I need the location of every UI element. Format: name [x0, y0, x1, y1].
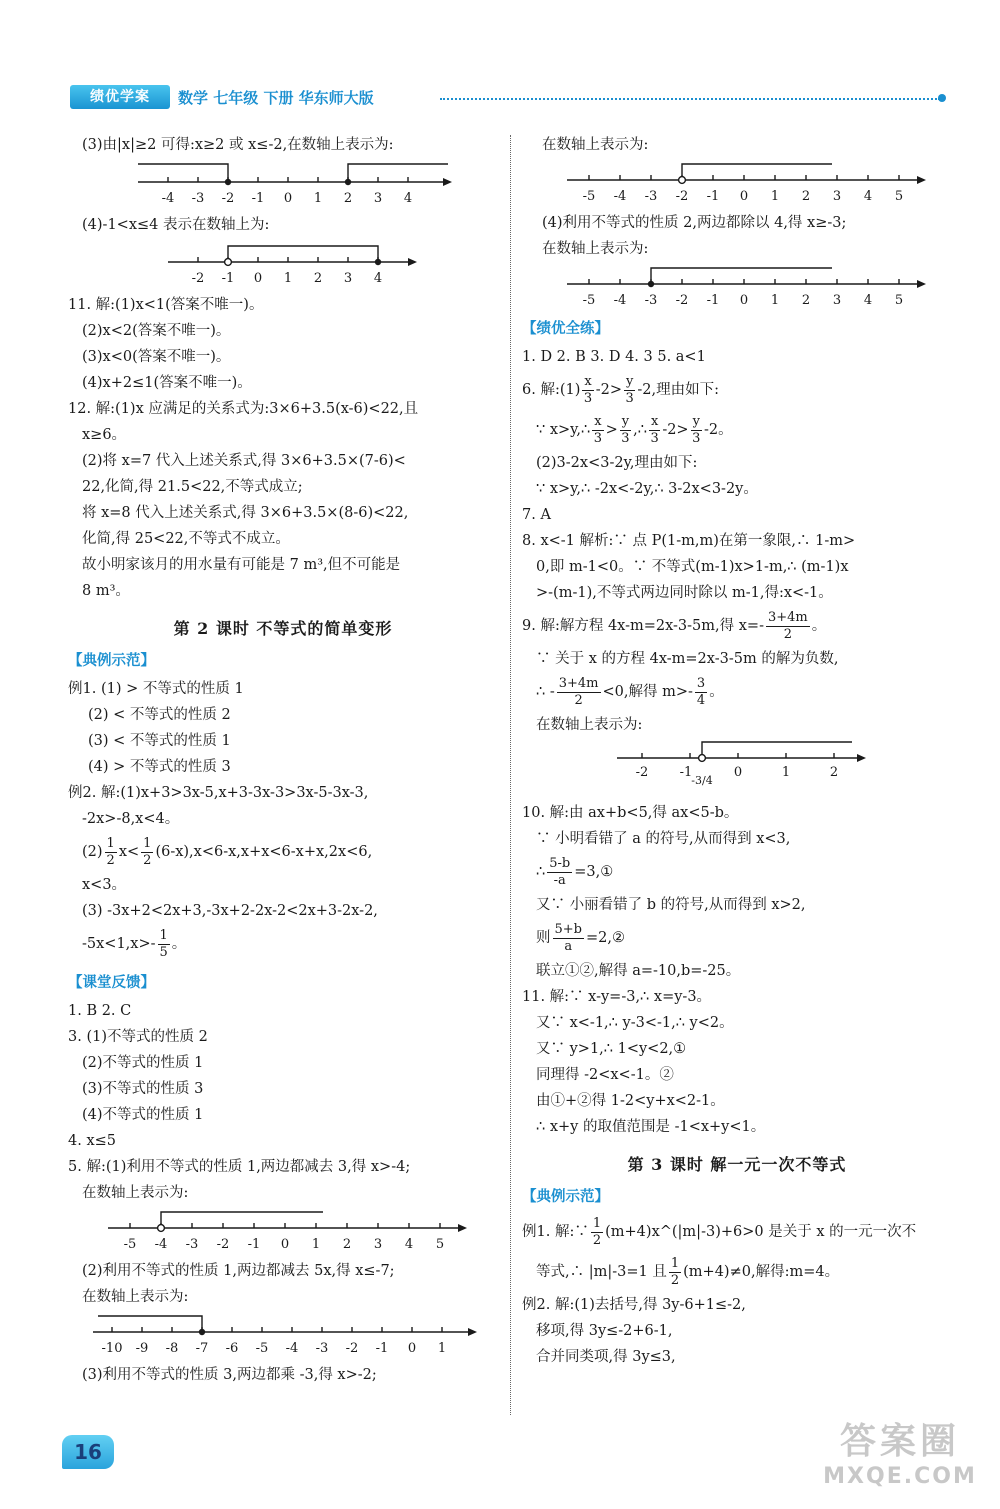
range: [228, 246, 378, 262]
tick-label: -1: [375, 1341, 389, 1356]
q5-part4: (4)利用不等式的性质 2,两边都除以 4,得 x≥-3;: [542, 215, 847, 231]
number-line-a: [68, 160, 498, 208]
watermark-url: MXQE.COM: [823, 1464, 977, 1489]
tick-label: -7: [195, 1341, 209, 1356]
tick-label: -4: [154, 1237, 168, 1252]
brand-badge: 绩优学案: [70, 85, 170, 109]
tick-label: -5: [123, 1237, 137, 1252]
number-line-f: [522, 264, 952, 310]
tick-label: -3: [191, 191, 205, 206]
fraction: $\frac{y}{3}$: [692, 413, 701, 446]
q11-line: 又∵ y>1,∴ 1<y<2,①: [536, 1041, 687, 1057]
tick-label: -6: [225, 1341, 239, 1356]
tick-label: -2: [345, 1341, 359, 1356]
tick-label: -1: [221, 271, 235, 286]
q8-line: 0,即 m-1<0。∵ 不等式(m-1)x>1-m,∴ (m-1)x: [536, 559, 849, 575]
tick-label: 0: [733, 765, 743, 780]
open-dot: [158, 1225, 165, 1232]
q10-part3: ∴ $\frac{5-b}{-a}$ =3,①: [536, 855, 614, 888]
tick-label: -10: [101, 1341, 123, 1356]
tick-label: -2: [221, 191, 235, 206]
tick-label: 2: [801, 189, 811, 204]
q9-part1: 9. 解:解方程 4x-m=2x-3-5m,得 x=- $\frac{3+4m}{2}$ 。: [522, 609, 827, 642]
tick-label: -4: [613, 293, 627, 308]
lesson-2-title: 第 2 课时 不等式的简单变形: [173, 619, 393, 638]
tick-label: -4: [613, 189, 627, 204]
axis-arrow: [443, 178, 452, 186]
q10-line: 联立①②,解得 a=-10,b=-25。: [536, 963, 741, 979]
kt-line: (3)不等式的性质 3: [82, 1081, 204, 1097]
tick-label: 2: [343, 191, 353, 206]
number-line-e: [522, 160, 952, 206]
fraction: $\frac{1}{2}$: [592, 1215, 602, 1248]
tick-label: -1: [706, 293, 720, 308]
answers-1-5: 1. D 2. B 3. D 4. 3 5. a<1: [522, 349, 706, 365]
range: [98, 1316, 202, 1332]
open-dot: [679, 177, 686, 184]
range: [682, 164, 832, 180]
fraction: $\frac{5+b}{a}$: [554, 921, 582, 954]
range-right: [348, 164, 448, 182]
page-number: 16: [62, 1435, 114, 1469]
q5-line: (2)利用不等式的性质 1,两边都减去 5x,得 x≤-7;: [82, 1263, 395, 1279]
range-left: [138, 164, 228, 182]
number-line-d: [68, 1312, 498, 1358]
q11-line: 同理得 -2<x<-1。②: [536, 1067, 674, 1083]
ex2-line: 例2. 解:(1)去括号,得 3y-6+1≤-2,: [522, 1297, 746, 1313]
tick-label: -1: [247, 1237, 261, 1252]
q8-line: >-(m-1),不等式两边同时除以 m-1,得:x<-1。: [536, 585, 833, 601]
fraction: $\frac{5-b}{-a}$: [549, 855, 571, 888]
tick-label: -1: [251, 191, 265, 206]
ex1-line: (3) < 不等式的性质 1: [88, 733, 231, 749]
ex2-part3b: -5x<1,x>- $\frac{1}{5}$ 。: [82, 927, 187, 960]
q10-line: ∵ 小明看错了 a 的符号,从而得到 x<3,: [536, 831, 791, 847]
fraction: $\frac{1}{5}$: [159, 927, 168, 960]
q7: 7. A: [522, 507, 551, 523]
tick-label: 5: [435, 1237, 445, 1252]
ex2-line: -2x>-8,x<4。: [82, 811, 180, 827]
tick-label: -8: [165, 1341, 179, 1356]
q11-line: (2)x<2(答案不唯一)。: [82, 323, 231, 339]
kt-line: (4)不等式的性质 1: [82, 1107, 204, 1123]
range: [702, 742, 852, 758]
tick-label: -3: [644, 293, 658, 308]
closed-dot: [375, 259, 381, 265]
tick-label: 1: [311, 1237, 321, 1252]
ex1-line: (4) > 不等式的性质 3: [88, 759, 231, 775]
section-jiyou: 【绩优全练】: [522, 321, 609, 337]
kt-line: 3. (1)不等式的性质 2: [68, 1029, 208, 1045]
axis-arrow: [468, 1328, 477, 1336]
tick-label: 0: [253, 271, 263, 286]
tick-label: 1: [283, 271, 293, 286]
open-dot: [699, 755, 706, 762]
kt-line: 4. x≤5: [68, 1133, 116, 1149]
fraction: $\frac{1}{2}$: [143, 835, 152, 868]
tick-label: -2: [635, 765, 649, 780]
fraction: $\frac{x}{3}$: [650, 413, 659, 446]
header-title: 数学 七年级 下册 华东师大版: [178, 89, 374, 107]
axis-arrow: [857, 754, 866, 762]
header-dotted-rule: [440, 98, 940, 100]
tick-label: 0: [739, 189, 749, 204]
tick-label: 2: [342, 1237, 352, 1252]
q11-line: ∴ x+y 的取值范围是 -1<x+y<1。: [536, 1119, 766, 1135]
q11-line: 又∵ x<-1,∴ y-3<-1,∴ y<2。: [536, 1015, 734, 1031]
tick-label: 0: [280, 1237, 290, 1252]
axis-arrow: [458, 1224, 467, 1232]
tick-label: 0: [739, 293, 749, 308]
header-dot: [938, 94, 946, 102]
fraction: $\frac{y}{3}$: [625, 373, 634, 406]
ex2-line: 移项,得 3y≤-2+6-1,: [536, 1323, 673, 1339]
tick-label: 0: [407, 1341, 417, 1356]
q12-line: 将 x=8 代入上述关系式,得 3×6+3.5×(8-6)<22,: [82, 505, 409, 521]
q6-part1: 6. 解:(1) $\frac{x}{3}$ -2> $\frac{y}{3}$ -2,理由如下:: [522, 373, 719, 406]
q11-line: (4)x+2≤1(答案不唯一)。: [82, 375, 252, 391]
tick-label: 0: [283, 191, 293, 206]
lesson-3-title: 第 3 课时 解一元一次不等式: [627, 1155, 847, 1174]
axis-caption: 在数轴上表示为:: [542, 137, 649, 153]
tick-label: 5: [894, 293, 904, 308]
tick-label: -2: [675, 189, 689, 204]
tick-label: -1: [679, 765, 693, 780]
number-line-g: [522, 740, 952, 796]
tick-label: -2: [675, 293, 689, 308]
left-column: [68, 132, 498, 1388]
kt-line: (2)不等式的性质 1: [82, 1055, 204, 1071]
fraction: $\frac{1}{2}$: [670, 1255, 680, 1288]
fraction: $\frac{x}{3}$: [593, 413, 603, 446]
tick-label: -4: [285, 1341, 299, 1356]
q12-line: 故小明家该月的用水量有可能是 7 m³,但不可能是: [82, 557, 401, 573]
tick-label: 1: [770, 189, 780, 204]
fraction: $\frac{1}{2}$: [106, 835, 115, 868]
q10-part5: 则 $\frac{5+b}{a}$ =2,②: [536, 921, 625, 954]
q12-line: (2)将 x=7 代入上述关系式,得 3×6+3.5×(7-6)<: [82, 453, 406, 469]
range: [651, 268, 832, 284]
q11-line: 11. 解:∵ x-y=-3,∴ x=y-3。: [522, 989, 712, 1005]
q10-line: 10. 解:由 ax+b<5,得 ax<5-b。: [522, 805, 739, 821]
tick-label: -2: [216, 1237, 230, 1252]
ex2-line: 合并同类项,得 3y≤3,: [536, 1349, 676, 1365]
tick-label: -3/4: [691, 774, 713, 787]
tick-label: -9: [135, 1341, 149, 1356]
kt-line: 1. B 2. C: [68, 1003, 132, 1019]
page-header: [60, 85, 950, 111]
open-dot: [225, 259, 232, 266]
fraction: $\frac{x}{3}$: [583, 373, 593, 406]
q12-line: 化简,得 25<22,不等式不成立。: [82, 531, 290, 547]
q9-line: ∵ 关于 x 的方程 4x-m=2x-3-5m 的解为负数,: [536, 651, 839, 667]
q12-line: 22,化简,得 21.5<22,不等式成立;: [82, 479, 303, 495]
watermark: [810, 1420, 990, 1500]
watermark-title: 答案圈: [839, 1421, 960, 1462]
tick-label: 5: [894, 189, 904, 204]
tick-label: 4: [403, 191, 413, 206]
q5-line: 5. 解:(1)利用不等式的性质 1,两边都减去 3,得 x>-4;: [68, 1159, 411, 1175]
q10-part4: (4)-1<x≤4 表示在数轴上为:: [82, 217, 270, 233]
q12-line: 12. 解:(1)x 应满足的关系式为:3×6+3.5(x-6)<22,且: [68, 401, 419, 417]
tick-label: 3: [832, 189, 842, 204]
ex2-line: (3) -3x+2<2x+3,-3x+2-2x-2<2x+3-2x-2,: [82, 903, 378, 919]
q11-line: 由①+②得 1-2<y+x<2-1。: [536, 1093, 725, 1109]
ex1-line: 例1. (1) > 不等式的性质 1: [68, 681, 244, 697]
tick-label: -3: [315, 1341, 329, 1356]
q12-line: x≥6。: [82, 427, 127, 443]
q5-line: 在数轴上表示为:: [82, 1289, 189, 1305]
ex2-line: 例2. 解:(1)x+3>3x-5,x+3-3x-3>3x-5-3x-3,: [68, 785, 369, 801]
range: [161, 1212, 323, 1228]
fraction: $\frac{3+4m}{2}$: [558, 675, 599, 708]
ex2-line: x<3。: [82, 877, 127, 893]
tick-label: 1: [313, 191, 323, 206]
tick-label: 3: [832, 293, 842, 308]
axis-caption: 在数轴上表示为:: [542, 241, 649, 257]
q5-line: 在数轴上表示为:: [82, 1185, 189, 1201]
q6-part1-reason: ∵ x>y,∴ $\frac{x}{3}$ > $\frac{y}{3}$ ,∴ $\frac{x}{3}$ -2> $\frac{y}{3}$ -2。: [536, 413, 733, 446]
tick-label: -5: [582, 189, 596, 204]
tick-label: -5: [582, 293, 596, 308]
tick-label: 1: [770, 293, 780, 308]
tick-label: 2: [829, 765, 839, 780]
axis-arrow: [917, 280, 926, 288]
q12-line: 8 m³。: [82, 583, 130, 599]
q9-part3: ∴ - $\frac{3+4m}{2}$ <0,解得 m>- $\frac{3}{4}$ 。: [536, 675, 724, 708]
section-dianli: 【典例示范】: [68, 653, 155, 669]
ex1-part2: 等式,∴ |m|-3=1 且 $\frac{1}{2}$ (m+4)≠0,解得:m=4。: [536, 1255, 840, 1288]
closed-dot: [225, 179, 231, 185]
axis-arrow: [408, 258, 417, 266]
q10-part3: (3)由|x|≥2 可得:x≥2 或 x≤-2,在数轴上表示为:: [82, 137, 394, 153]
q10-line: 又∵ 小丽看错了 b 的符号,从而得到 x>2,: [536, 897, 806, 913]
axis-caption: 在数轴上表示为:: [536, 717, 643, 733]
section-ketang: 【课堂反馈】: [68, 975, 155, 991]
ex1-line: (2) < 不等式的性质 2: [88, 707, 231, 723]
q8-line: 8. x<-1 解析:∵ 点 P(1-m,m)在第一象限,∴ 1-m>: [522, 533, 856, 549]
closed-dot: [199, 1329, 205, 1335]
ex1-part1: 例1. 解:∵ $\frac{1}{2}$ (m+4)x^(|m|-3)+6>0 是关于 x 的一元一次不: [522, 1215, 917, 1248]
tick-label: -3: [644, 189, 658, 204]
column-divider: [510, 135, 511, 1415]
tick-label: 1: [437, 1341, 447, 1356]
tick-label: 4: [404, 1237, 414, 1252]
tick-label: 3: [373, 191, 383, 206]
number-line-b: [68, 240, 498, 288]
tick-label: 4: [863, 189, 873, 204]
closed-dot: [345, 179, 351, 185]
tick-label: 3: [343, 271, 353, 286]
fraction: $\frac{3}{4}$: [696, 675, 706, 708]
tick-label: 4: [373, 271, 383, 286]
closed-dot: [648, 281, 654, 287]
q5-line: (3)利用不等式的性质 3,两边都乘 -3,得 x>-2;: [82, 1367, 377, 1383]
fraction: $\frac{y}{3}$: [621, 413, 630, 446]
tick-label: -5: [255, 1341, 269, 1356]
q11-line: 11. 解:(1)x<1(答案不唯一)。: [68, 297, 264, 313]
tick-label: -4: [161, 191, 175, 206]
tick-label: 4: [863, 293, 873, 308]
tick-label: 2: [801, 293, 811, 308]
axis-arrow: [917, 176, 926, 184]
fraction: $\frac{3+4m}{2}$: [767, 609, 808, 642]
right-column: [522, 132, 952, 1370]
q6-line: ∵ x>y,∴ -2x<-2y,∴ 3-2x<3-2y。: [536, 481, 758, 497]
tick-label: 2: [313, 271, 323, 286]
tick-label: 3: [373, 1237, 383, 1252]
q11-line: (3)x<0(答案不唯一)。: [82, 349, 231, 365]
number-line-c: [68, 1208, 498, 1254]
tick-label: -2: [191, 271, 205, 286]
tick-label: 1: [781, 765, 791, 780]
q6-line: (2)3-2x<3-2y,理由如下:: [536, 455, 698, 471]
tick-label: -3: [185, 1237, 199, 1252]
section-dianli: 【典例示范】: [522, 1189, 609, 1205]
ex2-part2: (2) $\frac{1}{2}$ x< $\frac{1}{2}$ (6-x),x<6-x,x+x<6-x+x,2x<6,: [82, 835, 373, 868]
tick-label: -1: [706, 189, 720, 204]
